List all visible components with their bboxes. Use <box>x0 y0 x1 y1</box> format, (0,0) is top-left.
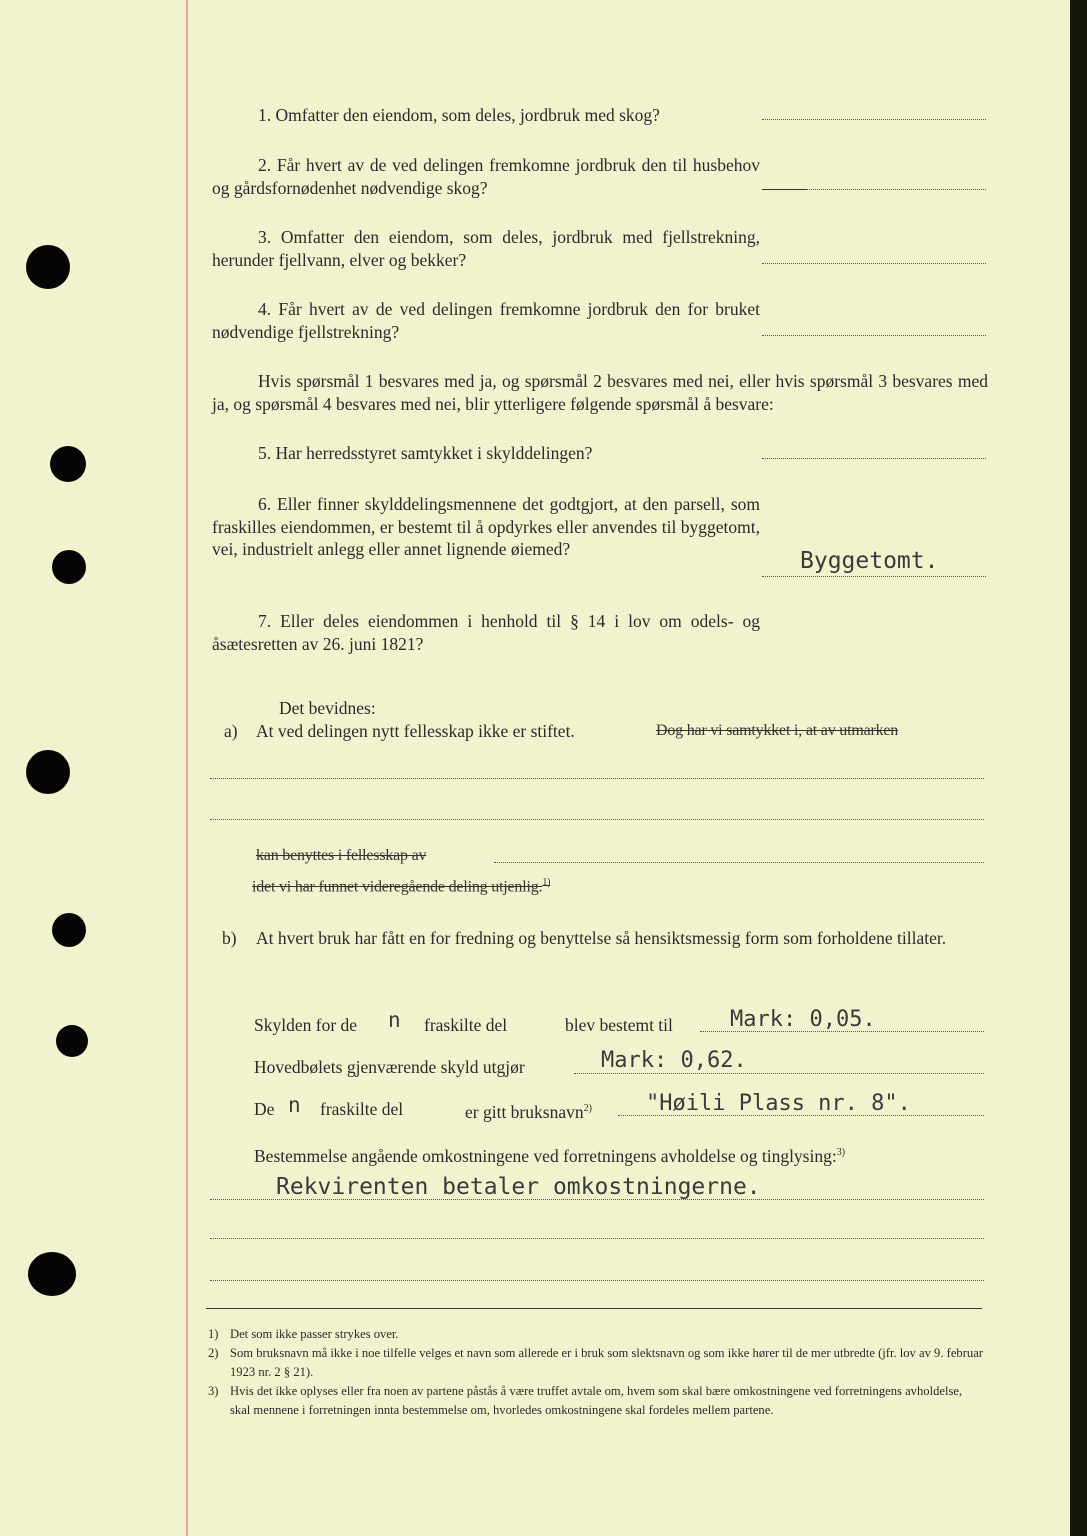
skyld-value-1: Mark: 0,05. <box>730 1007 876 1032</box>
blank-line <box>210 778 984 779</box>
footnote-1: 1) Det som ikke passer strykes over. <box>208 1327 399 1341</box>
answer-line-4 <box>762 335 986 336</box>
punch-hole <box>26 245 70 289</box>
skyld-line-3-handwritten: n <box>288 1093 301 1117</box>
skyld-line-1-handwritten: n <box>388 1008 401 1032</box>
punch-hole <box>26 750 70 794</box>
answer-line-1 <box>762 119 986 120</box>
footnote-separator <box>206 1308 982 1309</box>
skyld-line-3-mid: fraskilte del <box>320 1099 404 1119</box>
blank-line <box>494 862 984 863</box>
question-2: 2. Får hvert av de ved delingen fremkomne jordbruk den til husbehov og gårdsfornødenhet nødvendige skog? <box>212 155 760 198</box>
blank-line <box>210 819 984 820</box>
struck-text-a2: kan benyttes i fellesskap av <box>256 847 427 864</box>
omkostning-label: Bestemmelse angående omkostningene ved forretningens avholdelse og tinglysing:$^{3)}$ <box>254 1145 846 1166</box>
skyld-line-2-label: Hovedbølets gjenværende skyld utgjør <box>254 1057 525 1077</box>
punch-hole <box>56 1025 88 1057</box>
skyld-line-1-post: blev bestemt til <box>565 1015 673 1035</box>
item-a-marker: a) <box>224 721 238 741</box>
struck-text-a1: Dog har vi samtykket i, at av utmarken <box>656 722 899 739</box>
skyld-line-1-label: Skylden for de <box>254 1015 358 1035</box>
question-3: 3. Omfatter den eiendom, som deles, jordbruk med fjellstrekning, herunder fjellvann, elver og bekker? <box>212 227 760 270</box>
scan-edge <box>1070 0 1087 1536</box>
struck-text-a3: idet vi har funnet videregående deling utjenlig.$^{1)}$ <box>252 877 551 896</box>
question-5: 5. Har herredsstyret samtykket i skylddelingen? <box>258 443 593 463</box>
answer-dash-2 <box>762 189 806 190</box>
skyld-line-3-label: De <box>254 1099 275 1119</box>
skyld-value-2: Mark: 0,62. <box>601 1048 747 1073</box>
omkostning-line <box>210 1199 984 1200</box>
punch-hole <box>50 446 86 482</box>
footnotes <box>208 1325 984 1420</box>
item-b-marker: b) <box>222 928 237 948</box>
answer-line-2 <box>806 189 986 190</box>
question-1: 1. Omfatter den eiendom, som deles, jordbruk med skog? <box>258 105 660 125</box>
question-6: 6. Eller finner skylddelingsmennene det godtgjort, at den parsell, som fraskilles eiendommen, er bestemt til å opdyrkes eller anvendes til byggetomt, vei, industrielt anlegg eller annet lignende øiemed? <box>212 494 760 559</box>
question-4: 4. Får hvert av de ved delingen fremkomne jordbruk den for bruket nødvendige fjellstrekning? <box>212 299 760 342</box>
bruksnavn-value: "Høili Plass nr. 8". <box>646 1091 911 1116</box>
certify-heading: Det bevidnes: <box>279 698 376 718</box>
answer-6-typed: Byggetomt. <box>800 548 939 574</box>
blank-line <box>210 1238 984 1239</box>
blank-line <box>210 1280 984 1281</box>
margin-line <box>186 0 188 1536</box>
omkostning-value: Rekvirenten betaler omkostningerne. <box>276 1174 761 1200</box>
skyld-line-3-post: er gitt bruksnavn$^{2)}$ <box>465 1101 592 1122</box>
footnote-2: 2) Som bruksnavn må ikke i noe tilfelle velges et navn som allerede er i bruk som slektsnavn og som ikke hører til de mer utbredte (jfr. lov av 9. februar 1923 nr. 2 § 21). <box>208 1346 983 1379</box>
conditional-instructions: Hvis spørsmål 1 besvares med ja, og spørsmål 2 besvares med nei, eller hvis spørsmål 3 besvares med ja, og spørsmål 4 besvares med nei, blir ytterligere følgende spørsmål å besvare: <box>212 371 988 414</box>
item-b-text: At hvert bruk har fått en for fredning og benyttelse så hensiktsmessig form som forholdene tillater. <box>256 928 947 948</box>
skyld-line-1-mid: fraskilte del <box>424 1015 508 1035</box>
skyld-line-2-underline <box>574 1073 984 1074</box>
footnote-3: 3) Hvis det ikke oplyses eller fra noen av partene påstås å være truffet avtale om, hvem som skal bære omkostningene ved forretningens avholdelse, skal mennene i forretningen innta bestemmelse om, hvorledes omkostningene skal fordeles mellem partene. <box>208 1384 963 1417</box>
question-7: 7. Eller deles eiendommen i henhold til § 14 i lov om odels- og åsætesretten av 26. juni 1821? <box>212 611 760 654</box>
punch-hole <box>52 913 86 947</box>
item-a-text: At ved delingen nytt fellesskap ikke er stiftet. <box>256 721 575 741</box>
punch-hole <box>52 550 86 584</box>
answer-line-6 <box>762 576 986 577</box>
answer-line-3 <box>762 263 986 264</box>
answer-line-5 <box>762 458 986 459</box>
punch-hole <box>28 1252 76 1296</box>
